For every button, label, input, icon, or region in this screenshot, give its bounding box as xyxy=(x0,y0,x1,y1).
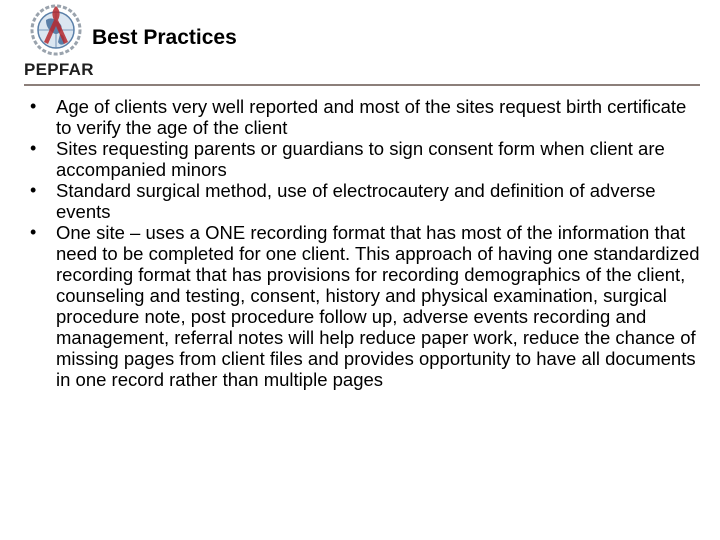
bullet-item xyxy=(30,180,702,222)
logo-wordmark: PEPFAR xyxy=(24,60,94,79)
bullet-icon: • xyxy=(30,222,37,242)
globe-ribbon-icon xyxy=(24,2,88,60)
bullet-text: Sites requesting parents or guardians to sign consent form when client are accompanied minors xyxy=(56,138,665,180)
bullet-icon: • xyxy=(30,138,37,158)
bullet-item xyxy=(30,138,702,180)
bullet-icon: • xyxy=(30,96,37,116)
bullet-list xyxy=(30,96,702,390)
slide-title: Best Practices xyxy=(92,26,237,49)
bullet-text: One site – uses a ONE recording format that has most of the information that need to be completed for one client. This approach of having one standardized recording format that has provisions for recording demographics of the client, counseling and testing, consent, history and physical examination, surgical procedure note, post procedure follow up, adverse events recording and management, referral notes will help reduce paper work, reduce the chance of missing pages from client files and provides opportunity to have all documents in one record rather than multiple pages xyxy=(56,222,700,390)
bullet-item xyxy=(30,222,702,390)
bullet-item xyxy=(30,96,702,138)
bullet-icon: • xyxy=(30,180,37,200)
pepfar-logo xyxy=(24,2,94,80)
bullet-text: Age of clients very well reported and most of the sites request birth certificate to verify the age of the client xyxy=(56,96,687,138)
bullet-text: Standard surgical method, use of electrocautery and definition of adverse events xyxy=(56,180,656,222)
header-divider xyxy=(24,84,700,86)
